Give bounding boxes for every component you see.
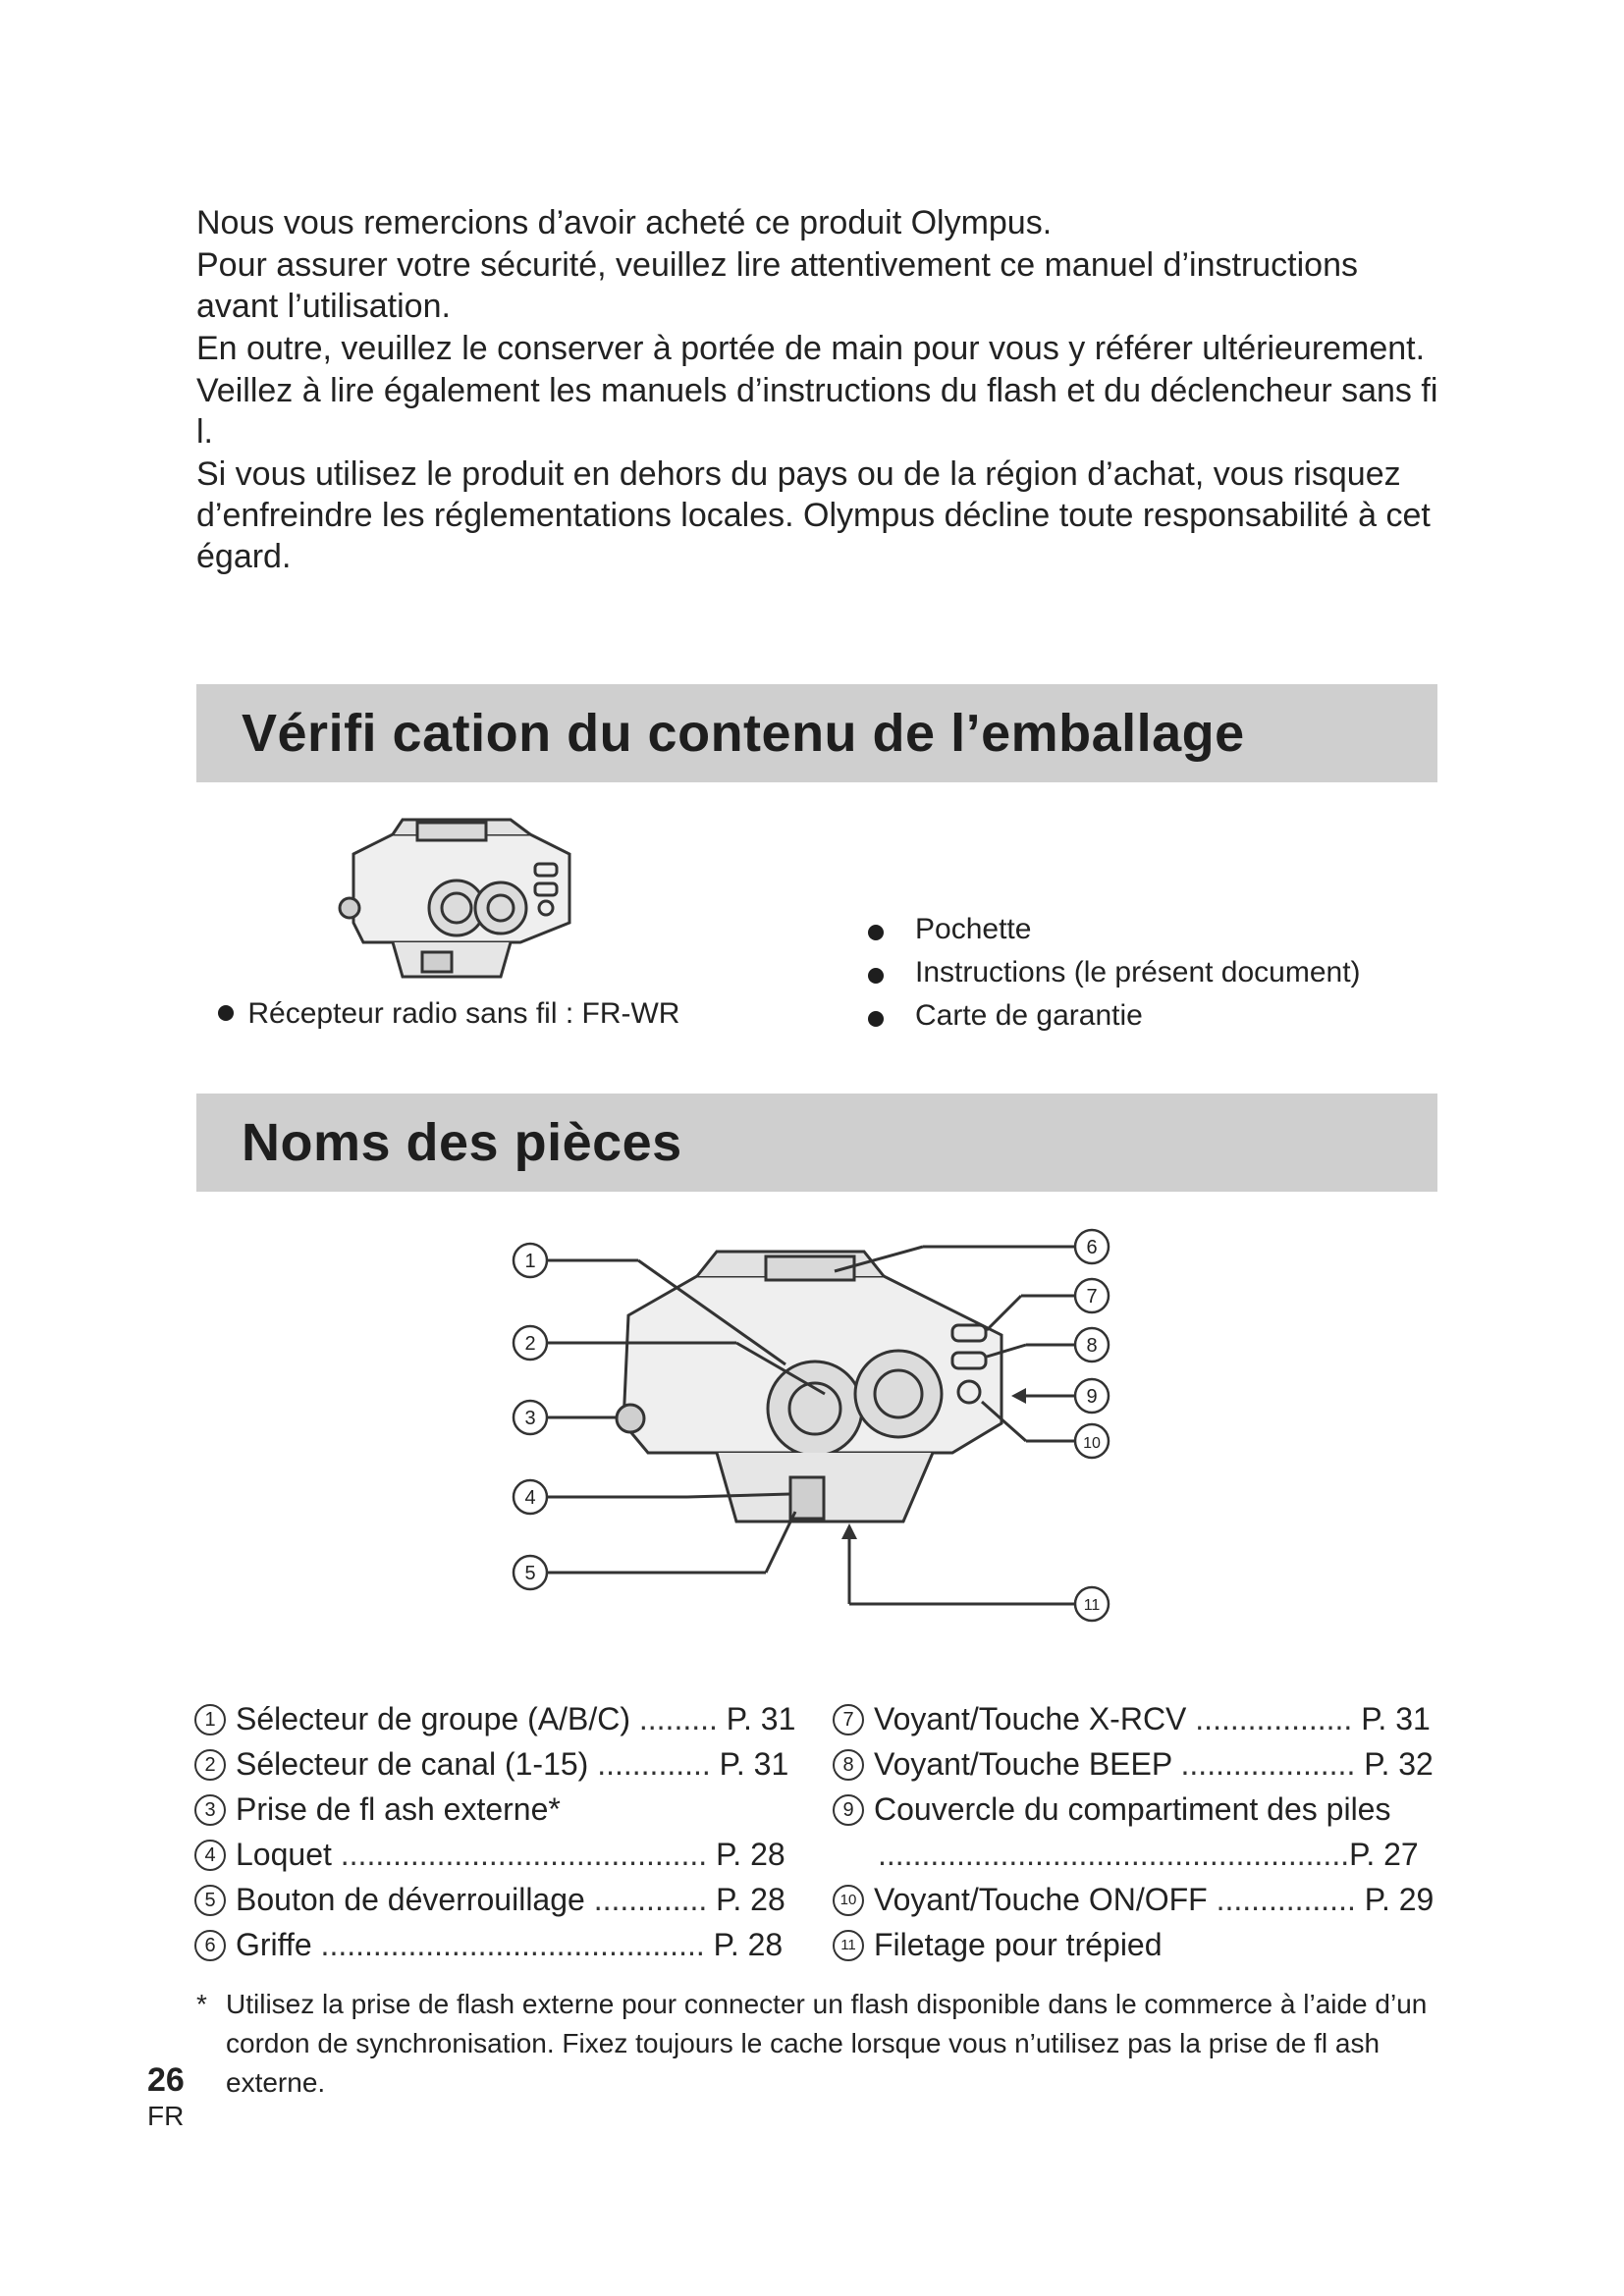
parts-diagram [491,1227,1159,1639]
intro-paragraph: Pour assurer votre sécurité, veuillez lire attentivement ce manuel d’instructions avant l’utilisation. [196,246,1358,325]
part-page: P. 28 [716,1882,785,1917]
intro-paragraph: Veillez à lire également les manuels d’instructions du flash et du déclencheur sans fi l. [196,372,1438,451]
bullet-icon [868,968,884,984]
part-number: 7 [833,1704,864,1735]
part-label: Prise de fl ash externe* [236,1791,561,1827]
part-row [194,1741,795,1787]
receiver-illustration [324,815,589,991]
part-page: P. 32 [1364,1746,1434,1782]
part-number: 11 [833,1930,864,1961]
bullet-icon [218,1005,234,1021]
part-number: 3 [194,1794,226,1826]
section-title-parts: Noms des pièces [242,1113,682,1172]
callout-11: 11 [1083,1597,1101,1614]
list-item-label: Carte de garantie [915,999,1143,1032]
part-leader: ................ [1207,1882,1356,1917]
bullet-icon [868,925,884,940]
part-leader: .......................................... [331,1837,708,1872]
part-page: P. 29 [1364,1882,1435,1917]
part-leader: ............. [584,1882,708,1917]
part-label: Filetage pour trépied [874,1927,1163,1962]
part-page: P. 27 [1349,1837,1419,1872]
intro-text [196,202,1443,578]
part-leader: ...................................................... [878,1837,1350,1872]
part-page: P. 28 [716,1837,785,1872]
callout-8: 8 [1086,1335,1098,1357]
section-banner-parts [196,1094,1437,1192]
part-leader: .................. [1186,1701,1353,1736]
section-banner-contents [196,684,1437,782]
part-leader: .................... [1171,1746,1356,1782]
part-label: Couvercle du compartiment des piles [874,1791,1391,1827]
part-label: Voyant/Touche BEEP [874,1746,1172,1782]
part-label: Sélecteur de groupe (A/B/C) [236,1701,630,1736]
parts-list-right [833,1696,1434,1967]
callout-5: 5 [524,1563,536,1584]
part-number: 6 [194,1930,226,1961]
callout-9: 9 [1086,1386,1098,1408]
receiver-caption [218,997,679,1031]
page-number: 26 [147,2061,185,2099]
part-number: 4 [194,1840,226,1871]
callout-3: 3 [524,1408,536,1429]
callout-2: 2 [524,1333,536,1355]
part-page: P. 28 [713,1927,784,1962]
callout-6: 6 [1086,1237,1098,1258]
part-row [833,1787,1434,1832]
part-label: Bouton de déverrouillage [236,1882,585,1917]
part-page: P. 31 [719,1746,789,1782]
part-row [194,1696,795,1741]
part-page: P. 31 [1361,1701,1431,1736]
part-number: 2 [194,1749,226,1781]
part-number: 9 [833,1794,864,1826]
part-row [194,1922,795,1967]
part-row [194,1877,795,1922]
part-label: Voyant/Touche ON/OFF [874,1882,1208,1917]
part-row [833,1741,1434,1787]
part-number: 1 [194,1704,226,1735]
callout-4: 4 [524,1487,536,1509]
part-page: P. 31 [726,1701,796,1736]
intro-paragraph: En outre, veuillez le conserver à portée de main pour vous y référer ultérieurement. [196,330,1426,367]
part-number: 10 [833,1885,864,1916]
list-item-label: Pochette [915,913,1032,945]
language-code: FR [147,2101,185,2131]
part-label: Voyant/Touche X-RCV [874,1701,1187,1736]
callout-10: 10 [1083,1435,1101,1452]
receiver-caption-text: Récepteur radio sans fil : FR-WR [247,997,680,1030]
callout-7: 7 [1086,1286,1098,1308]
footnote-marker: * [196,1989,207,2019]
part-label: Sélecteur de canal (1-15) [236,1746,589,1782]
callout-1: 1 [524,1251,536,1272]
footnote-text: Utilisez la prise de flash externe pour connecter un flash disponible dans le commerce à l’aide d’un cordon de synchronisation. Fixez toujours le cache lorsque vous n’utilisez pas la prise de fl ash externe. [226,1989,1428,2098]
part-number: 5 [194,1885,226,1916]
part-row [194,1832,795,1877]
part-label: Loquet [236,1837,332,1872]
list-item-label: Instructions (le présent document) [915,956,1361,988]
part-label: Griffe [236,1927,312,1962]
parts-list-left [194,1696,795,1967]
part-row-continued [833,1832,1434,1877]
part-leader: ............................................ [311,1927,705,1962]
section-title-contents: Vérifi cation du contenu de l’emballage [242,704,1245,763]
part-row [833,1877,1434,1922]
part-row [833,1696,1434,1741]
part-leader: ............. [588,1746,711,1782]
bullet-icon [868,1011,884,1027]
part-row [833,1922,1434,1967]
part-row [194,1787,795,1832]
intro-paragraph: Nous vous remercions d’avoir acheté ce produit Olympus. [196,204,1053,241]
part-leader: ......... [629,1701,718,1736]
part-number: 8 [833,1749,864,1781]
intro-paragraph: Si vous utilisez le produit en dehors du pays ou de la région d’achat, vous risquez d’enfreindre les réglementations locales. Olympus décline toute responsabilité à cet égard. [196,455,1431,575]
